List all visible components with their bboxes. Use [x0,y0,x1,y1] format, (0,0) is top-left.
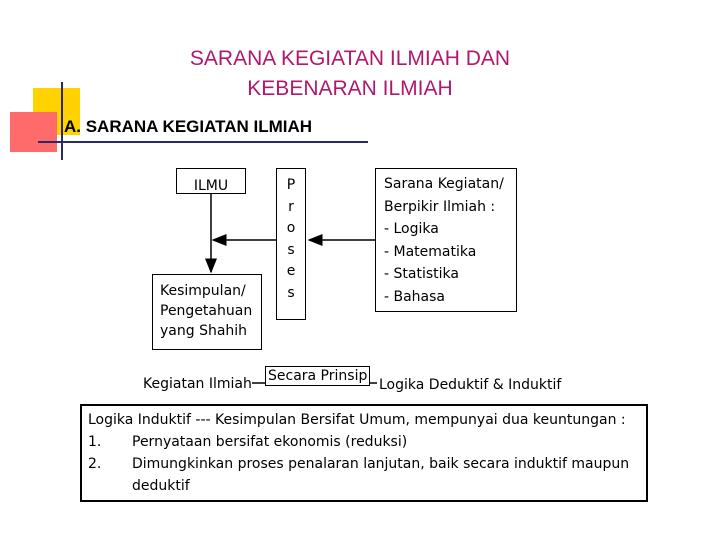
ilmu-label: ILMU [193,178,229,194]
sarana-line: - Bahasa [384,288,446,305]
logika-induktif-note [80,404,648,502]
note-item-text: Dimungkinkan proses penalaran lanjutan, baik secara induktif maupun deduktif [132,456,630,494]
secara-prinsip-label: Secara Prinsip [265,366,370,386]
logika-label: Logika Deduktif & Induktif [379,377,562,393]
kesimpulan-line: Pengetahuan [160,303,253,319]
sarana-line: Sarana Kegiatan/ [384,176,504,192]
sarana-line: - Statistika [384,266,459,282]
proses-letter: e [286,263,296,279]
note-item [88,431,640,453]
note-intro: Logika Induktif --- Kesimpulan Bersifat Umum, mempunyai dua keuntungan : [88,412,626,428]
box-ilmu [176,168,246,194]
sarana-line: - Logika [384,221,439,237]
proses-letter: P [286,177,296,193]
kegiatan-ilmiah-label: Kegiatan Ilmiah [143,376,252,392]
note-item-number: 2. [88,456,102,472]
sarana-line: - Matematika [384,243,477,260]
proses-letter: r [288,198,294,215]
sarana-line: Berpikir Ilmiah : [384,198,496,215]
page-title-line2: KEBENARAN ILMIAH [247,77,453,100]
note-item [88,453,640,497]
box-sarana-kegiatan [375,168,517,312]
kesimpulan-line: yang Shahih [160,323,248,339]
kesimpulan-line: Kesimpulan/ [160,283,246,299]
box-proses [276,168,306,320]
note-item-number: 1. [88,434,102,450]
box-kesimpulan [152,274,262,350]
proses-letter: s [287,284,295,301]
page-title-line1: SARANA KEGIATAN ILMIAH DAN [189,47,511,70]
proses-letter: o [286,220,296,236]
section-heading: A. SARANA KEGIATAN ILMIAH [64,117,313,136]
note-item-text: Pernyataan bersifat ekonomis (reduksi) [132,434,408,450]
proses-letter: s [287,241,295,258]
